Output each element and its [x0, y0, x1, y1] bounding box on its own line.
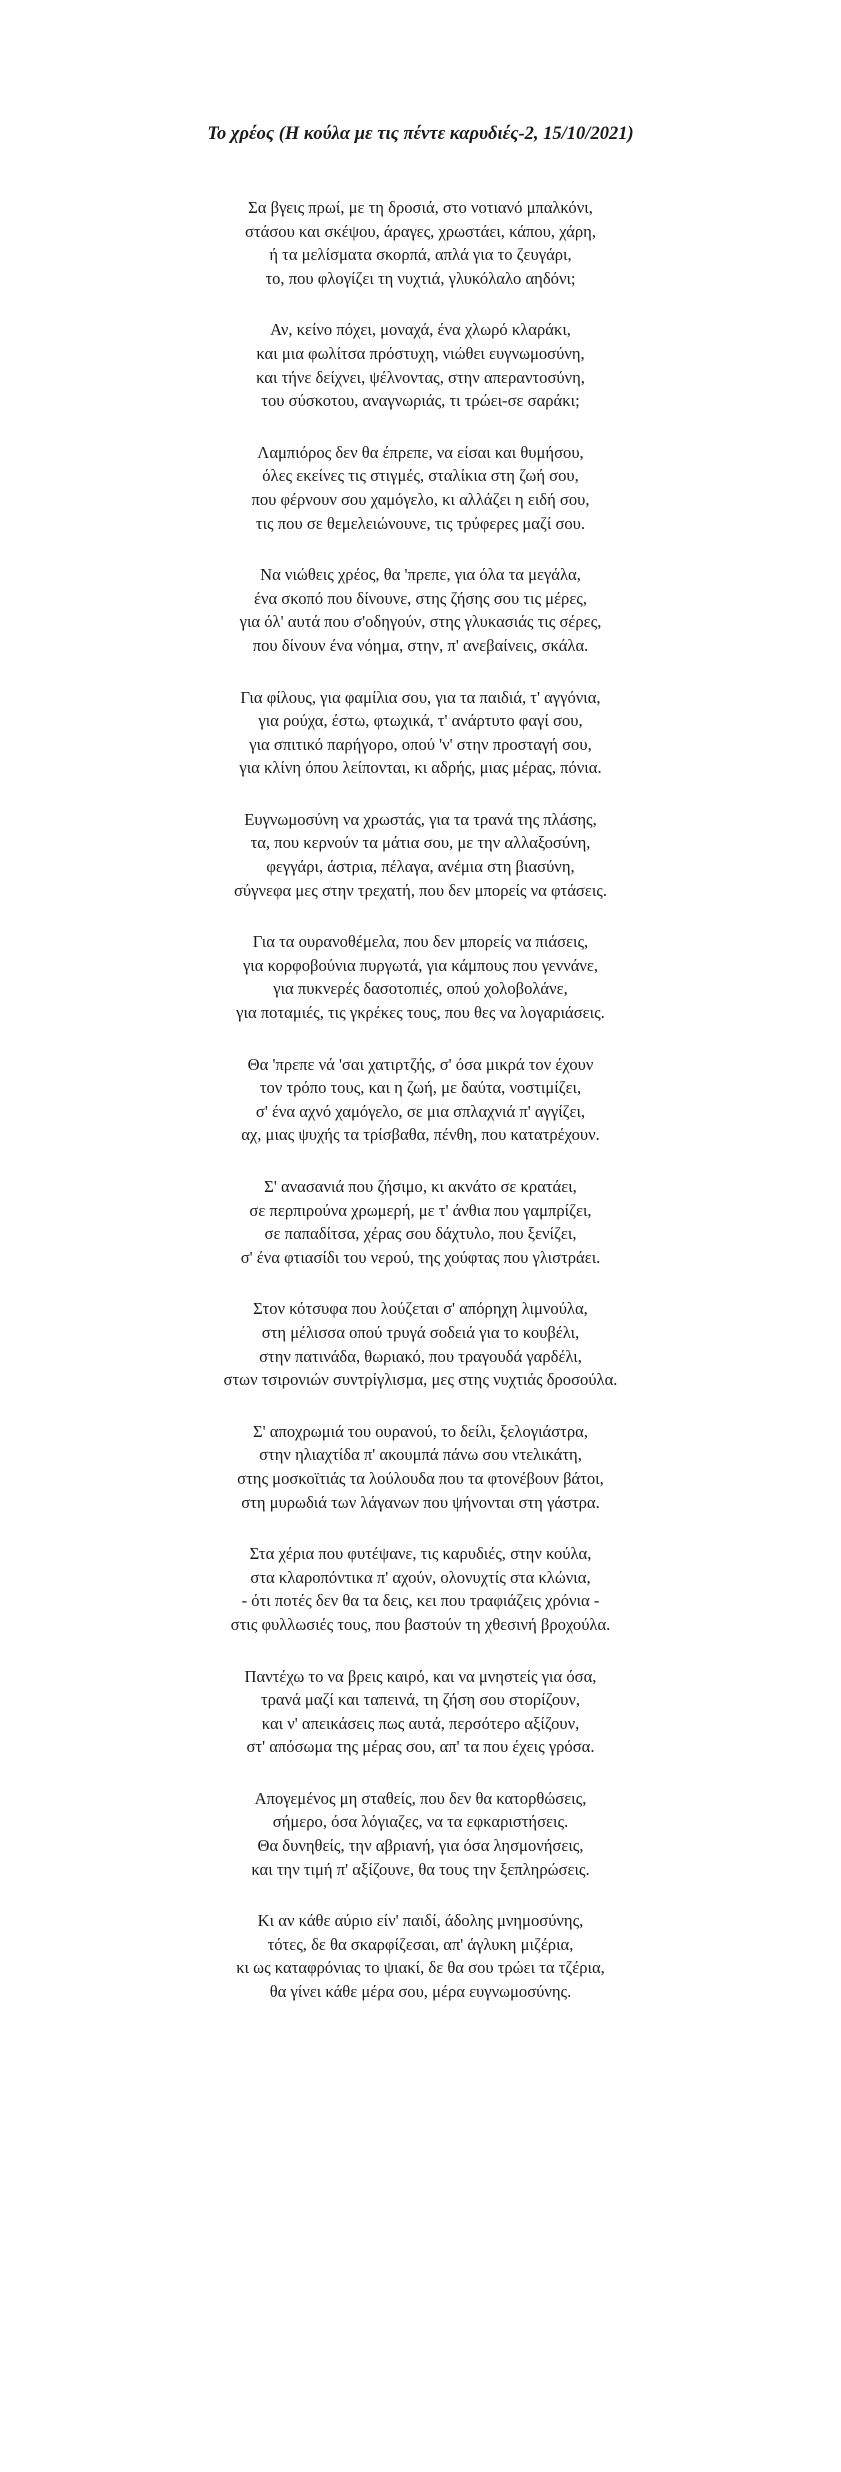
poem-line: Σα βγεις πρωί, με τη δροσιά, στο νοτιανό μπαλκόνι, — [248, 198, 593, 217]
poem-line: τον τρόπο τους, και η ζωή, με δαύτα, νοστιμίζει, — [259, 1078, 582, 1098]
poem-line: Θα 'πρεπε νά 'σαι χατιρτζής, σ' όσα μικρά τον έχουν — [247, 1054, 594, 1074]
poem-line: στις φυλλωσιές τους, που βαστούν τη χθεσινή βροχούλα. — [230, 1614, 611, 1634]
poem-line: στη μέλισσα οπού τρυγά σοδειά για το κουβέλι, — [261, 1322, 580, 1342]
poem-title: Το χρέος (Η κούλα με τις πέντε καρυδιές-2, 15/10/2021) — [207, 124, 634, 144]
poem-line: ένα σκοπό που δίνουνε, στης ζήσης σου τις μέρες, — [253, 588, 588, 608]
poem-line: Να νιώθεις χρέος, θα 'πρεπε, για όλα τα μεγάλα, — [260, 565, 581, 585]
poem-line: στα κλαροπόντικα π' αχούν, ολονυχτίς στα κλώνια, — [250, 1567, 591, 1587]
poem-line: και την τιμή π' αξίζουνε, θα τους την ξεπληρώσεις. — [251, 1859, 590, 1879]
poem-line: όλες εκείνες τις στιγμές, σταλίκια στη ζωή σου, — [262, 466, 579, 486]
poem-line: σήμερο, όσα λόγιαζες, να τα εφκαριστήσεις. — [272, 1812, 569, 1832]
poem-line: Σ' ανασανιά που ζήσιμο, κι ακνάτο σε κρατάει, — [264, 1177, 577, 1196]
poem-line: για όλ' αυτά που σ'οδηγούν, στης γλυκασιάς τις σέρες, — [239, 612, 602, 632]
poem-line: τότες, δε θα σκαρφίζεσαι, απ' άγλυκη μιζέρια, — [267, 1934, 574, 1954]
poem-line: στη μυρωδιά των λάγανων που ψήνονται στη γάστρα. — [241, 1492, 600, 1512]
poem-line: για ποταμιές, τις γκρέκες τους, που θες να λογαριάσεις. — [236, 1003, 605, 1023]
poem-line: Για φίλους, για φαμίλια σου, για τα παιδιά, τ' αγγόνια, — [240, 687, 601, 707]
poem-line: σ' ένα φτιασίδι του νερού, της χούφτας που γλιστράει. — [240, 1247, 601, 1267]
poem-line: του σύσκοτου, αναγνωριάς, τι τρώει-σε σαράκι; — [261, 391, 580, 411]
poem-line: και μια φωλίτσα πρόστυχη, νιώθει ευγνωμοσύνη, — [256, 343, 585, 363]
poem-line: τις που σε θεμελειώνουνε, τις τρύφερες μαζί σου. — [255, 513, 586, 533]
poem-line: Στα χέρια που φυτέψανε, τις καρυδιές, στην κούλα, — [249, 1544, 592, 1564]
stanza — [0, 196, 841, 290]
poem-line: και ν' απεικάσεις πως αυτά, περσότερο αξίζουν, — [261, 1713, 580, 1733]
poem-line: στ' απόσωμα της μέρας σου, απ' τα που έχεις γρόσα. — [246, 1737, 595, 1757]
poem-line: Θα δυνηθείς, την αβριανή, για όσα λησμονήσεις, — [257, 1836, 584, 1856]
stanza — [0, 1909, 841, 2003]
poem-line: στης μοσκοϊτιάς τα λούλουδα που τα φτονέβουν βάτοι, — [237, 1468, 604, 1488]
poem-line: Απογεμένος μη σταθείς, που δεν θα κατορθώσεις, — [254, 1788, 587, 1808]
poem-body — [0, 196, 841, 2032]
stanza — [0, 1053, 841, 1147]
poem-line: Παντέχω το να βρεις καιρό, και να μνηστείς για όσα, — [244, 1666, 597, 1686]
poem-line: τα, που κερνούν τα μάτια σου, με την αλλαξοσύνη, — [250, 833, 591, 853]
stanza — [0, 686, 841, 780]
stanza — [0, 930, 841, 1024]
poem-line: φεγγάρι, άστρια, πέλαγα, ανέμια στη βιασύνη, — [266, 857, 575, 877]
stanza — [0, 1665, 841, 1759]
poem-line: τρανά μαζί και ταπεινά, τη ζήση σου στορίζουν, — [260, 1690, 581, 1710]
poem-line: για ρούχα, έστω, φτωχικά, τ' ανάρτυτο φαγί σου, — [258, 711, 583, 731]
poem-line: το, που φλογίζει τη νυχτιά, γλυκόλαλο αηδόνι; — [265, 268, 576, 288]
poem-line: Για τα ουρανοθέμελα, που δεν μπορείς να πιάσεις, — [252, 932, 589, 952]
poem-line: - ότι ποτές δεν θα τα δεις, κει που τραφιάζεις χρόνια - — [241, 1591, 600, 1611]
stanza — [0, 1297, 841, 1391]
poem-line: σ' ένα αχνό χαμόγελο, σε μια σπλαχνιά π' αγγίζει, — [255, 1101, 586, 1121]
stanza — [0, 1787, 841, 1881]
stanza — [0, 808, 841, 902]
poem-line: για κορφοβούνια πυργωτά, για κάμπους που γεννάνε, — [242, 955, 599, 975]
stanza — [0, 1175, 841, 1269]
poem-line: σύγνεφα μες στην τρεχατή, που δεν μπορείς να φτάσεις. — [233, 880, 608, 900]
poem-line: που δίνουν ένα νόημα, στην, π' ανεβαίνεις, σκάλα. — [252, 635, 589, 655]
poem-line: που φέρνουν σου χαμόγελο, κι αλλάζει η ειδή σου, — [251, 489, 590, 509]
poem-line: Σ' αποχρωμιά του ουρανού, το δείλι, ξελογιάστρα, — [253, 1421, 588, 1441]
poem-line: στην ηλιαχτίδα π' ακουμπά πάνω σου ντελικάτη, — [259, 1445, 582, 1465]
poem-line: Ευγνωμοσύνη να χρωστάς, για τα τρανά της πλάσης, — [244, 809, 597, 829]
poem-line: Λαμπιόρος δεν θα έπρεπε, να είσαι και θυμήσου, — [257, 442, 584, 462]
poem-line: σε παπαδίτσα, χέρας σου δάχτυλο, που ξενίζει, — [264, 1224, 577, 1244]
stanza — [0, 1420, 841, 1514]
stanza — [0, 318, 841, 412]
poem-line: και τήνε δείχνει, ψέλνοντας, στην απεραντοσύνη, — [256, 367, 585, 387]
poem-line: για κλίνη όπου λείπονται, κι αδρής, μιας μέρας, πόνια. — [239, 758, 602, 778]
stanza — [0, 1542, 841, 1636]
poem-line: για σπιτικό παρήγορο, οπού 'ν' στην προσταγή σου, — [249, 734, 592, 754]
stanza — [0, 441, 841, 535]
poem-line: σε περπιρούνα χρωμερή, με τ' άνθια που γαμπρίζει, — [249, 1200, 592, 1220]
poem-line: Κι αν κάθε αύριο είν' παιδί, άδολης μνημοσύνης, — [257, 1911, 584, 1931]
poem-line: θα γίνει κάθε μέρα σου, μέρα ευγνωμοσύνης. — [269, 1982, 572, 2002]
poem-line: στων τσιρονιών συντρίγλισμα, μες στης νυχτιάς δροσούλα. — [223, 1370, 618, 1390]
poem-line: κι ως καταφρόνιας το ψιακί, δε θα σου τρώει τα τζέρια, — [236, 1958, 605, 1978]
poem-line: στάσου και σκέψου, άραγες, χρωστάει, κάπου, χάρη, — [245, 221, 596, 241]
stanza — [0, 563, 841, 657]
poem-line: Αν, κείνο πόχει, μοναχά, ένα χλωρό κλαράκι, — [270, 320, 571, 340]
poem-line: για πυκνερές δασοτοπιές, οπού χολοβολάνε, — [273, 979, 568, 999]
poem-line: αχ, μιας ψυχής τα τρίσβαθα, πένθη, που κατατρέχουν. — [241, 1125, 600, 1145]
poem-line: ή τα μελίσματα σκορπά, απλά για το ζευγάρι, — [269, 245, 572, 265]
poem-line: Στον κότσυφα που λούζεται σ' απόρηχη λιμνούλα, — [253, 1299, 588, 1319]
poem-line: στην πατινάδα, θωριακό, που τραγουδά γαρδέλι, — [259, 1346, 582, 1366]
